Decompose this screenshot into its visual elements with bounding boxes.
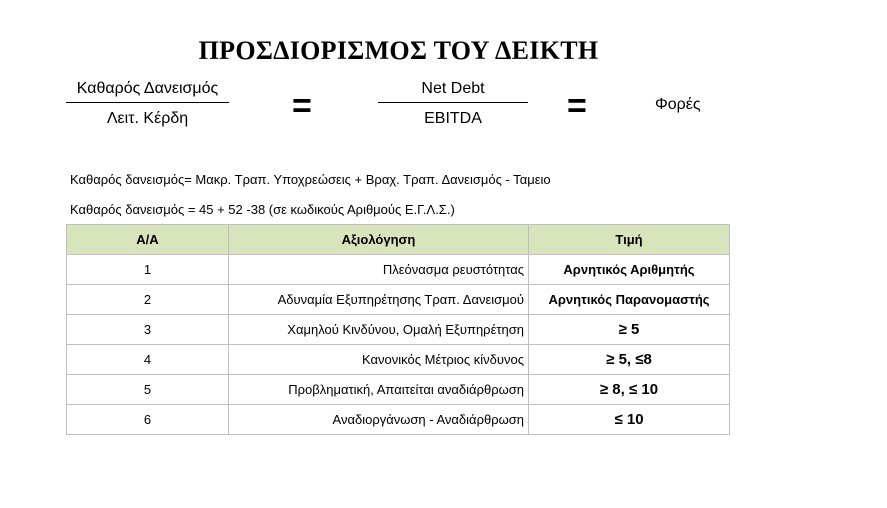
row-number-cell: 6 xyxy=(67,405,229,435)
value-cell: Αρνητικός Παρανομαστής xyxy=(529,285,730,315)
evaluation-cell: Πλεόνασμα ρευστότητας xyxy=(229,255,529,285)
row-number-cell: 4 xyxy=(67,345,229,375)
equals-sign: = xyxy=(292,87,312,125)
definition-text: Καθαρός δανεισμός= Μακρ. Τραπ. Υποχρεώσεις + Βραχ. Τραπ. Δανεισμός - Ταμειο xyxy=(70,172,551,187)
value-cell: ≤ 10 xyxy=(529,405,730,435)
row-number-cell: 2 xyxy=(67,285,229,315)
formula-fraction-greek xyxy=(66,80,229,128)
column-header: Αξιολόγηση xyxy=(229,225,529,255)
evaluation-cell: Αναδιοργάνωση - Αναδιάρθρωση xyxy=(229,405,529,435)
evaluation-cell: Αδυναμία Εξυπηρέτησης Τραπ. Δανεισμού xyxy=(229,285,529,315)
table-row xyxy=(67,405,730,435)
page-title: ΠΡΟΣΔΙΟΡΙΣΜΟΣ ΤΟΥ ΔΕΙΚΤΗ xyxy=(198,36,599,65)
evaluation-cell: Κανονικός Μέτριος κίνδυνος xyxy=(229,345,529,375)
table-row xyxy=(67,315,730,345)
fraction-numerator: Καθαρός Δανεισμός xyxy=(66,80,229,103)
formula-fraction-english xyxy=(378,80,528,128)
fraction-denominator: EBITDA xyxy=(424,110,482,127)
fraction-denominator: Λειτ. Κέρδη xyxy=(106,110,189,127)
equals-sign: = xyxy=(567,87,587,125)
column-header: Α/Α xyxy=(67,225,229,255)
formula-result: Φορές xyxy=(655,96,701,113)
table-row xyxy=(67,285,730,315)
table-row xyxy=(67,375,730,405)
column-header: Τιμή xyxy=(529,225,730,255)
value-cell: Αρνητικός Αριθμητής xyxy=(529,255,730,285)
evaluation-cell: Προβληματική, Απαιτείται αναδιάρθρωση xyxy=(229,375,529,405)
value-cell: ≥ 8, ≤ 10 xyxy=(529,375,730,405)
value-cell: ≥ 5, ≤8 xyxy=(529,345,730,375)
evaluation-table xyxy=(66,224,730,435)
table-header-row xyxy=(67,225,730,255)
row-number-cell: 1 xyxy=(67,255,229,285)
row-number-cell: 3 xyxy=(67,315,229,345)
fraction-numerator: Net Debt xyxy=(378,80,528,103)
table-row xyxy=(67,255,730,285)
calculation-text: Καθαρός δανεισμός = 45 + 52 -38 (σε κωδικούς Αριθμούς Ε.Γ.Λ.Σ.) xyxy=(70,202,455,217)
row-number-cell: 5 xyxy=(67,375,229,405)
evaluation-cell: Χαμηλού Κινδύνου, Ομαλή Εξυπηρέτηση xyxy=(229,315,529,345)
value-cell: ≥ 5 xyxy=(529,315,730,345)
table-row xyxy=(67,345,730,375)
